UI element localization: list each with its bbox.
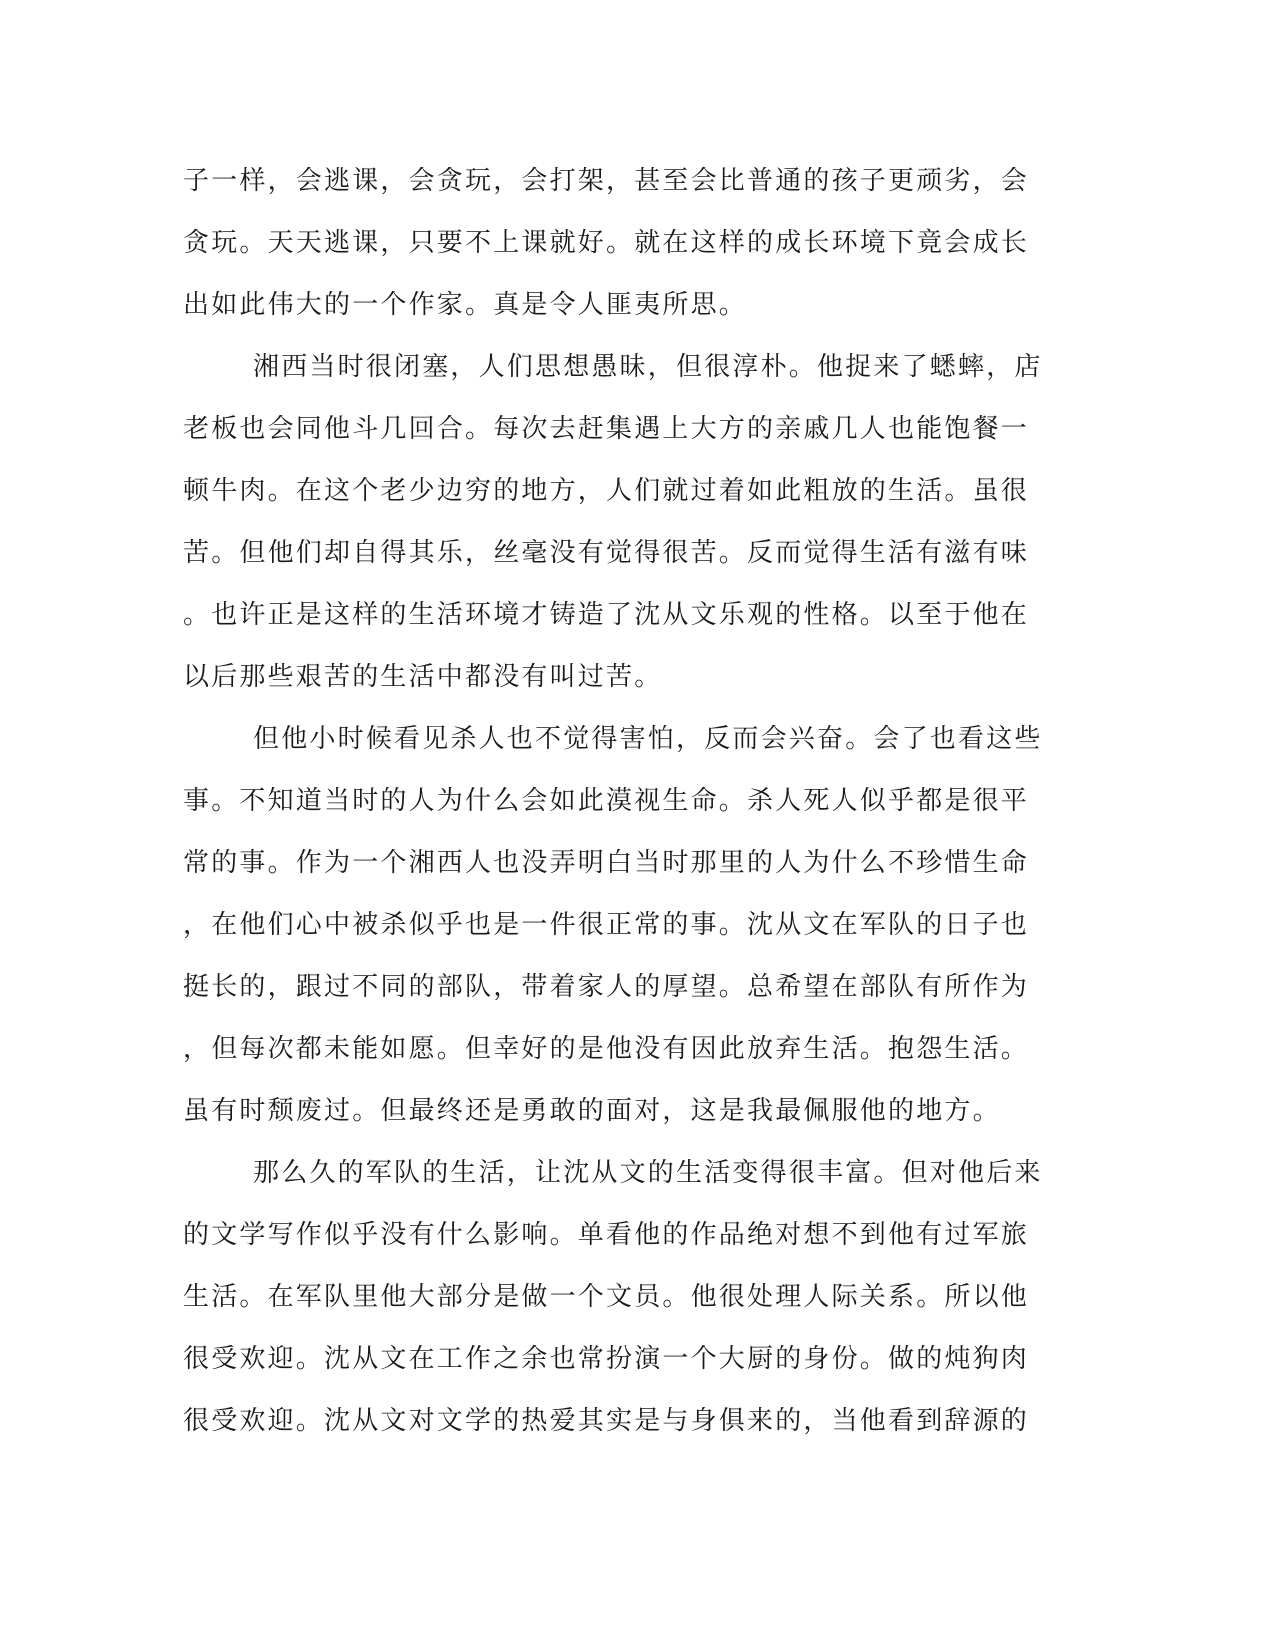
- text-line: 常的事。作为一个湘西人也没弄明白当时那里的人为什么不珍惜生命: [183, 848, 1030, 878]
- text-line: ，但每次都未能如愿。但幸好的是他没有因此放弃生活。抱怨生活。: [183, 1034, 1030, 1064]
- text-line: 出如此伟大的一个作家。真是令人匪夷所思。: [183, 290, 748, 320]
- text-line: 的文学写作似乎没有什么影响。单看他的作品绝对想不到他有过军旅: [183, 1220, 1030, 1250]
- text-line: 苦。但他们却自得其乐，丝毫没有觉得很苦。反而觉得生活有滋有味: [183, 538, 1030, 568]
- text-line: 子一样，会逃课，会贪玩，会打架，甚至会比普通的孩子更顽劣，会: [183, 166, 1030, 196]
- text-line: 虽有时颓废过。但最终还是勇敢的面对，这是我最佩服他的地方。: [183, 1096, 1001, 1126]
- paragraph-1: [183, 150, 1043, 336]
- text-line: 以后那些艰苦的生活中都没有叫过苦。: [183, 662, 663, 692]
- text-line: 生活。在军队里他大部分是做一个文员。他很处理人际关系。所以他: [183, 1282, 1030, 1312]
- text-line: 但他小时候看见杀人也不觉得害怕，反而会兴奋。会了也看这些: [253, 724, 1043, 754]
- text-line: 老板也会同他斗几回合。每次去赶集遇上大方的亲戚几人也能饱餐一: [183, 414, 1030, 444]
- text-line: ，在他们心中被杀似乎也是一件很正常的事。沈从文在军队的日子也: [183, 910, 1030, 940]
- text-line: 贪玩。天天逃课，只要不上课就好。就在这样的成长环境下竟会成长: [183, 228, 1030, 258]
- text-line: 挺长的，跟过不同的部队，带着家人的厚望。总希望在部队有所作为: [183, 972, 1030, 1002]
- paragraph-3: [183, 708, 1043, 1142]
- paragraph-2: [183, 336, 1043, 708]
- document-body: [183, 150, 1043, 1452]
- paragraph-4: [183, 1142, 1043, 1452]
- text-line: 事。不知道当时的人为什么会如此漠视生命。杀人死人似乎都是很平: [183, 786, 1030, 816]
- text-line: 很受欢迎。沈从文在工作之余也常扮演一个大厨的身份。做的炖狗肉: [183, 1344, 1030, 1374]
- text-line: 湘西当时很闭塞，人们思想愚昧，但很淳朴。他捉来了蟋蟀，店: [253, 352, 1043, 382]
- text-line: 顿牛肉。在这个老少边穷的地方，人们就过着如此粗放的生活。虽很: [183, 476, 1030, 506]
- text-line: 那么久的军队的生活，让沈从文的生活变得很丰富。但对他后来: [253, 1158, 1043, 1188]
- text-line: 很受欢迎。沈从文对文学的热爱其实是与身俱来的，当他看到辞源的: [183, 1406, 1030, 1436]
- text-line: 。也许正是这样的生活环境才铸造了沈从文乐观的性格。以至于他在: [183, 600, 1030, 630]
